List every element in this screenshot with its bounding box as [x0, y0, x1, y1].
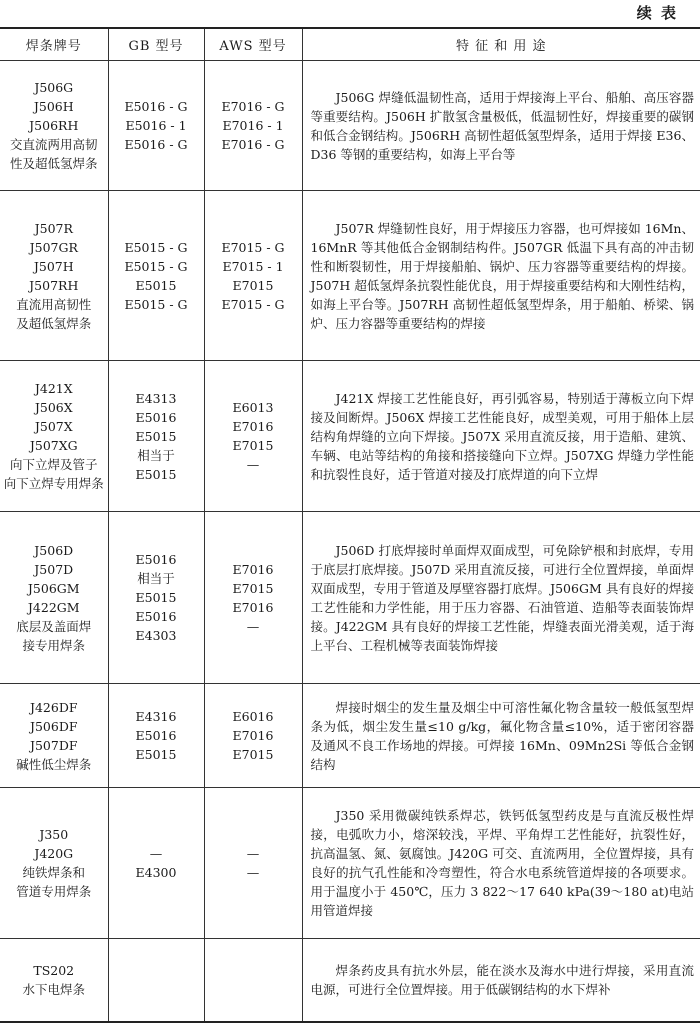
- features-text: J421X 焊接工艺性能良好，再引弧容易，特别适于薄板立向下焊接及间断焊。J506X 焊接工艺性能良好，成型美观，可用于船体上层结构角焊缝的立向下焊接。J507X 采用直流反接，用于造船、建筑、车辆、电站等结构的角接和搭接缝向下立焊。J507XG 焊缝力学性能和抗裂性良好，适于管道对接及打底焊道的向下立焊: [310, 390, 694, 482]
- brand-line: 向下立焊及管子: [9, 457, 98, 472]
- gb-model-line: E5015: [135, 590, 177, 605]
- aws-model-line: E6016: [232, 709, 274, 724]
- gb-model-line: E5016 - G: [124, 137, 188, 152]
- aws-model-line: E7015: [232, 277, 274, 293]
- brand-line: J506H: [33, 99, 74, 114]
- brand-line: 管道专用焊条: [16, 884, 92, 899]
- brand-line: J507X: [34, 419, 73, 434]
- features-uses-cell: [302, 191, 700, 361]
- gb-model-line: E5016: [135, 552, 177, 567]
- aws-model-cell: [204, 191, 302, 361]
- brand-line: J421X: [34, 381, 73, 396]
- gb-model-cell: [108, 939, 204, 1022]
- aws-model-line: E7015 - G: [221, 296, 285, 312]
- brand-line: TS202: [33, 962, 75, 978]
- gb-model-line: E5016: [135, 609, 177, 624]
- gb-model-line: E5016 - G: [124, 99, 188, 114]
- features-uses-cell: [302, 512, 700, 684]
- table-row: [0, 361, 700, 512]
- aws-model-cell: [204, 361, 302, 512]
- brand-line: 性及超低氢焊条: [9, 156, 98, 171]
- table-row: [0, 684, 700, 788]
- aws-model-cell: [204, 684, 302, 788]
- aws-model-line: E7015: [232, 580, 274, 596]
- aws-model-line: —: [246, 865, 260, 880]
- electrode-brand-cell: [0, 361, 108, 512]
- brand-line: J422GM: [27, 599, 80, 615]
- features-text: J350 采用微碳纯铁系焊芯，铁钙低氢型药皮是与直流反极性焊接，电弧吹力小，熔深较浅，平焊、平角焊工艺性能好，抗裂性好，抗高温氢、氮、氨腐蚀。J420G 可交、直流两用，全位置焊接，具有良好的抗气孔性能和冷弯塑性，符合水电系统管道焊接的各项要求。用于温度小于 450℃，压力 3 822～17 640 kPa(39～180 at)电站用管道焊接: [310, 808, 694, 918]
- gb-model-cell: [108, 61, 204, 191]
- gb-model-line: E4300: [135, 865, 177, 880]
- aws-model-line: E7015 - 1: [222, 258, 284, 274]
- gb-model-line: E4303: [135, 628, 177, 643]
- aws-model-line: E7016 - G: [221, 137, 285, 152]
- aws-model-line: E7016 - G: [221, 99, 285, 114]
- electrode-table: [0, 27, 700, 1023]
- features-text: J506G 焊缝低温韧性高，适用于焊接海上平台、船舶、高压容器等重要结构。J506H 扩散氢含量极低，低温韧性好，焊接重要的碳钢和低合金钢结构。J506RH 高韧性超低氢型焊条，适用于焊接 E36、D36 等钢的重要结构，如海上平台等: [310, 89, 694, 162]
- gb-model-cell: [108, 788, 204, 939]
- brand-line: 碱性低尘焊条: [16, 756, 92, 772]
- header-gb-model: GB 型号: [108, 28, 204, 61]
- gb-model-line: —: [149, 846, 163, 861]
- brand-line: J506RH: [29, 118, 79, 133]
- brand-line: J507D: [34, 561, 74, 577]
- brand-line: J507RH: [29, 277, 79, 293]
- brand-line: J506D: [34, 542, 74, 558]
- gb-model-line: E5015: [135, 466, 177, 482]
- brand-line: J506G: [34, 80, 74, 95]
- aws-model-line: —: [246, 457, 260, 472]
- features-text: 焊接时烟尘的发生量及烟尘中可溶性氟化物含量较一般低氢型焊条为低，烟尘发生量≤10 g/kg，氟化物含量≤10%，适于密闭容器及通风不良工作场地的焊接。可焊接 16Mn、09Mn2Si 等低合金钢结构: [310, 699, 694, 772]
- aws-model-line: E7016: [232, 561, 274, 577]
- electrode-brand-cell: [0, 788, 108, 939]
- gb-model-line: 相当于: [137, 447, 175, 463]
- brand-line: J506GM: [27, 580, 80, 596]
- brand-line: 直流用高韧性: [16, 296, 92, 312]
- table-header-row: [0, 28, 700, 61]
- brand-line: 向下立焊专用焊条: [3, 476, 104, 491]
- brand-line: J506DF: [29, 718, 78, 734]
- header-features-uses: 特 征 和 用 途: [302, 28, 700, 61]
- aws-model-cell: [204, 939, 302, 1022]
- aws-model-line: E7016: [232, 419, 274, 434]
- aws-model-line: —: [246, 618, 260, 634]
- brand-line: J507DF: [29, 737, 78, 753]
- features-uses-cell: [302, 939, 700, 1022]
- aws-model-cell: [204, 788, 302, 939]
- electrode-brand-cell: [0, 61, 108, 191]
- brand-line: J507XG: [29, 438, 78, 453]
- gb-model-line: E5016: [135, 728, 177, 743]
- brand-line: J507GR: [29, 239, 78, 255]
- gb-model-line: E5015: [135, 747, 177, 762]
- header-aws-model: AWS 型号: [204, 28, 302, 61]
- table-row: [0, 939, 700, 1022]
- brand-line: J420G: [34, 846, 74, 861]
- features-text: J507R 焊缝韧性良好，用于焊接压力容器，也可焊接如 16Mn、16MnR 等其他低合金钢制结构件。J507GR 低温下具有高的冲击韧性和断裂韧性，用于焊接船舶、锅炉、压力容器等重要结构的焊接。J507H 超低氢焊条抗裂性能优良，用于焊接重要结构和大刚性结构，如海上平台等。J507RH 高韧性超低氢型焊条，用于船舶、桥梁、锅炉、压力容器等重要结构的焊接: [310, 220, 694, 331]
- aws-model-cell: [204, 512, 302, 684]
- features-uses-cell: [302, 361, 700, 512]
- table-row: [0, 788, 700, 939]
- aws-model-line: E7016 - 1: [222, 118, 284, 133]
- features-uses-cell: [302, 684, 700, 788]
- table-row: [0, 61, 700, 191]
- gb-model-line: E5015: [135, 277, 177, 293]
- features-uses-cell: [302, 61, 700, 191]
- brand-line: 交直流两用高韧: [9, 137, 98, 152]
- gb-model-line: E5015 - G: [124, 296, 188, 312]
- brand-line: J350: [39, 827, 69, 842]
- aws-model-line: E7015: [232, 747, 274, 762]
- gb-model-cell: [108, 684, 204, 788]
- gb-model-line: E5016: [135, 409, 177, 425]
- aws-model-line: E7016: [232, 599, 274, 615]
- aws-model-line: E6013: [232, 400, 274, 415]
- gb-model-cell: [108, 191, 204, 361]
- aws-model-line: —: [246, 846, 260, 861]
- brand-line: 水下电焊条: [22, 981, 85, 997]
- electrode-brand-cell: [0, 512, 108, 684]
- brand-line: 及超低氢焊条: [16, 315, 92, 331]
- brand-line: J507R: [34, 220, 73, 236]
- electrode-brand-cell: [0, 191, 108, 361]
- features-text: J506D 打底焊接时单面焊双面成型，可免除铲根和封底焊，专用于底层打底焊接。J507D 采用直流反接，可进行全位置焊接，单面焊双面成型，专用于管道及厚壁容器打底焊。J506GM 具有良好的焊接工艺性能和力学性能，用于压力容器、石油管道、造船等表面装饰焊接。J422GM 具有良好的焊接工艺性能，焊缝表面光滑美观，适于海上平台、工程机械等表面装饰焊接: [310, 542, 694, 653]
- electrode-brand-cell: [0, 939, 108, 1022]
- table-row: [0, 512, 700, 684]
- gb-model-line: E4313: [135, 390, 177, 406]
- aws-model-line: E7015 - G: [221, 239, 285, 255]
- table-row: [0, 191, 700, 361]
- header-electrode-brand: 焊条牌号: [0, 28, 108, 61]
- aws-model-cell: [204, 61, 302, 191]
- gb-model-line: E5015 - G: [124, 239, 188, 255]
- brand-line: 纯铁焊条和: [22, 865, 85, 880]
- gb-model-cell: [108, 361, 204, 512]
- gb-model-line: E5015: [135, 428, 177, 444]
- brand-line: 底层及盖面焊: [16, 618, 92, 634]
- brand-line: J426DF: [29, 699, 78, 715]
- gb-model-line: E5016 - 1: [125, 118, 187, 133]
- brand-line: 接专用焊条: [22, 637, 85, 653]
- gb-model-line: 相当于: [137, 571, 175, 586]
- gb-model-line: E5015 - G: [124, 258, 188, 274]
- electrode-brand-cell: [0, 684, 108, 788]
- features-uses-cell: [302, 788, 700, 939]
- continued-label: 续 表: [636, 4, 678, 22]
- aws-model-line: E7015: [232, 438, 274, 453]
- aws-model-line: E7016: [232, 728, 274, 743]
- brand-line: J506X: [34, 400, 73, 415]
- gb-model-line: E4316: [135, 709, 177, 724]
- brand-line: J507H: [33, 258, 74, 274]
- gb-model-cell: [108, 512, 204, 684]
- features-text: 焊条药皮具有抗水外层，能在淡水及海水中进行焊接，采用直流电源，可进行全位置焊接。用于低碳钢结构的水下焊补: [310, 962, 694, 997]
